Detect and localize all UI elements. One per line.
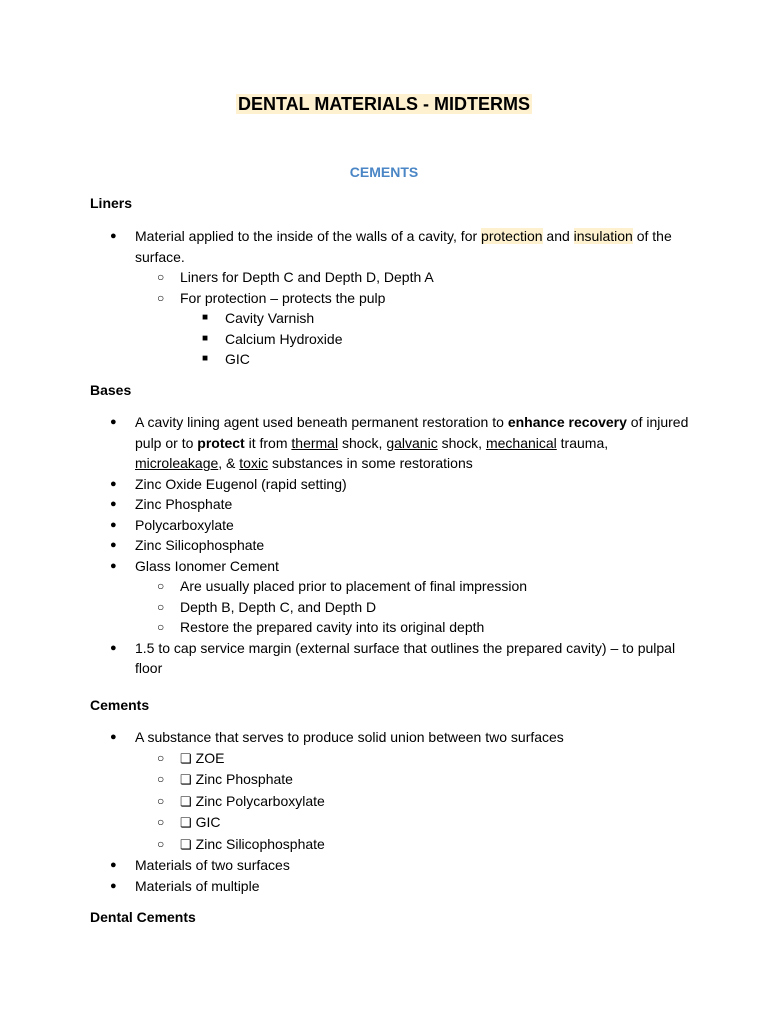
- text-run: substances in some restorations: [268, 455, 473, 471]
- dental-cements-heading: Dental Cements: [90, 909, 196, 925]
- liners-subitem-depth: ○ Liners for Depth C and Depth D, Depth A: [90, 267, 690, 288]
- cements-subitem: [90, 748, 690, 770]
- document-title-text: DENTAL MATERIALS - MIDTERMS: [238, 94, 530, 114]
- bases-item: ● Polycarboxylate: [90, 515, 690, 536]
- cements-heading: Cements: [90, 697, 150, 713]
- underline-galvanic: galvanic: [386, 434, 438, 451]
- gic-subitem: ○ Depth B, Depth C, and Depth D: [90, 597, 690, 618]
- text-run: shock,: [437, 434, 486, 451]
- checkbox-icon: ❏: [180, 815, 192, 830]
- liners-section: [90, 193, 690, 370]
- cements-list: [90, 727, 690, 896]
- underline-toxic: toxic: [239, 455, 269, 471]
- cements-item-definition: ● A substance that serves to produce solid union between two surfaces: [90, 727, 690, 748]
- liners-subsubitem: ■ Calcium Hydroxide: [90, 329, 690, 350]
- text-run: it from: [244, 434, 292, 451]
- text-run: trauma,: [556, 434, 609, 451]
- cements-subitem: [90, 834, 690, 856]
- bases-item: ● Zinc Oxide Eugenol (rapid setting): [90, 474, 690, 495]
- cements-subitem: [90, 791, 690, 813]
- checkbox-icon: ❏: [180, 836, 192, 852]
- cements-item: ● Materials of two surfaces: [90, 855, 690, 876]
- text-run: , &: [218, 455, 240, 471]
- checkbox-icon: ❏: [180, 793, 192, 809]
- cements-section: [90, 695, 690, 896]
- dental-cements-section: [90, 907, 690, 927]
- cements-subitem-label: Zinc Silicophosphate: [195, 835, 325, 852]
- gic-subitem: ○ Restore the prepared cavity into its original depth: [90, 617, 690, 638]
- cements-subitem-label: Zinc Phosphate: [195, 771, 293, 787]
- liners-subsubitem: ■ Cavity Varnish: [90, 308, 690, 329]
- cements-subitem: [90, 769, 690, 791]
- text-run: of the surface.: [135, 228, 672, 265]
- checkbox-icon: ❏: [180, 772, 192, 787]
- text-run: and: [542, 228, 574, 244]
- underline-microleakage: microleakage: [135, 455, 219, 471]
- liners-heading: Liners: [90, 195, 133, 211]
- underline-thermal: thermal: [291, 434, 339, 451]
- cements-item: ● Materials of multiple: [90, 876, 690, 897]
- liners-item-definition: [90, 226, 690, 267]
- cements-subitem: [90, 812, 690, 834]
- checkbox-icon: ❏: [180, 750, 192, 766]
- cements-subitem-label: GIC: [195, 814, 221, 830]
- liners-subitem-protection: ○ For protection – protects the pulp: [90, 288, 690, 309]
- section-heading-cements: CEMENTS: [349, 164, 419, 180]
- bases-list: [90, 412, 690, 679]
- bases-item-margin: ● 1.5 to cap service margin (external surface that outlines the prepared cavity) – to pulpal floor: [90, 638, 690, 679]
- liners-subsubitem: ■ GIC: [90, 349, 690, 370]
- text-run: A cavity lining agent used beneath permanent restoration to: [135, 414, 508, 430]
- underline-mechanical: mechanical: [485, 434, 557, 451]
- text-run: of injured pulp or to: [135, 414, 689, 451]
- cements-subitem-label: Zinc Polycarboxylate: [195, 792, 325, 809]
- bold-protect: protect: [197, 434, 245, 451]
- bold-enhance-recovery: enhance recovery: [507, 414, 627, 430]
- text-run: shock,: [338, 434, 387, 451]
- document-title: [0, 92, 768, 116]
- bases-item: ● Zinc Silicophosphate: [90, 535, 690, 556]
- highlight-insulation: insulation: [573, 228, 633, 244]
- bases-item: ● Glass Ionomer Cement: [90, 556, 690, 577]
- text-run: Material applied to the inside of the walls of a cavity, for: [135, 228, 482, 244]
- bases-item-definition: [90, 412, 690, 474]
- cements-subitem-label: ZOE: [195, 749, 225, 766]
- highlight-protection: protection: [481, 228, 543, 244]
- bases-item: ● Zinc Phosphate: [90, 494, 690, 515]
- bases-section: [90, 380, 690, 679]
- bases-heading: Bases: [90, 382, 132, 398]
- liners-list: [90, 226, 690, 370]
- gic-subitem: ○ Are usually placed prior to placement of final impression: [90, 576, 690, 597]
